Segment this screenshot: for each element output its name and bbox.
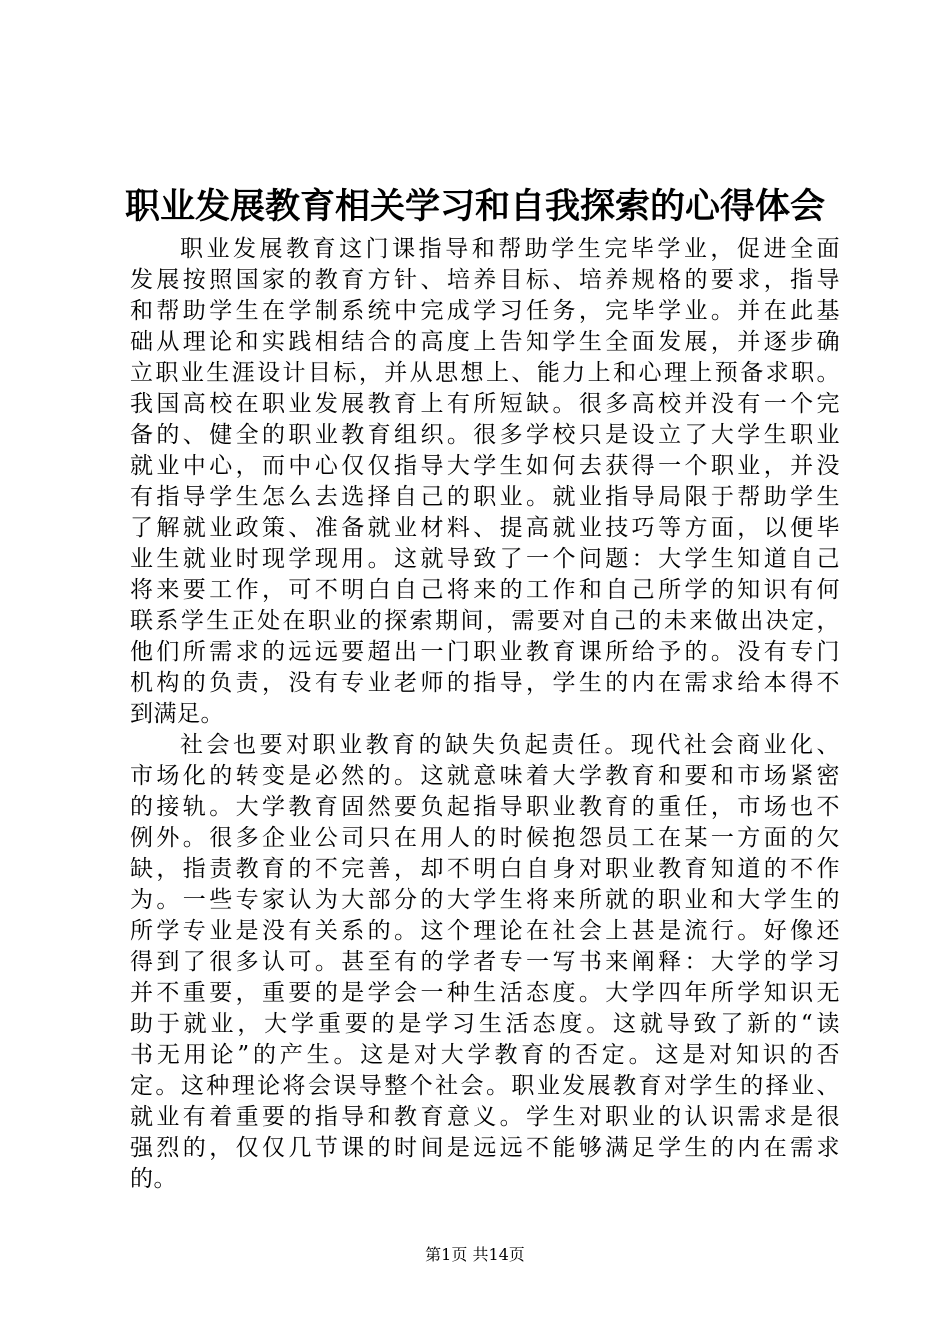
text-line: 就业中心，而中心仅仅指导大学生如何去获得一个职业，并没 xyxy=(130,453,840,479)
text-line: 并不重要，重要的是学会一种生活态度。大学四年所学知识无 xyxy=(130,980,840,1006)
text-line: 联系学生正处在职业的探索期间，需要对自己的未来做出决定， xyxy=(130,608,840,634)
text-line: 到满足。 xyxy=(130,701,224,727)
text-line: 有指导学生怎么去选择自己的职业。就业指导局限于帮助学生 xyxy=(130,484,840,510)
text-line: 将来要工作，可不明白自己将来的工作和自己所学的知识有何 xyxy=(130,577,840,603)
text-line: 所学专业是没有关系的。这个理论在社会上甚是流行。好像还 xyxy=(130,918,840,944)
text-line: 和帮助学生在学制系统中完成学习任务，完毕学业。并在此基 xyxy=(130,298,840,324)
text-line: 我国高校在职业发展教育上有所短缺。很多高校并没有一个完 xyxy=(130,391,840,417)
document-title: 职业发展教育相关学习和自我探索的心得体会 xyxy=(124,187,825,227)
text-line: 的。 xyxy=(130,1166,177,1192)
text-line: 例外。很多企业公司只在用人的时候抱怨员工在某一方面的欠 xyxy=(130,825,840,851)
text-line: 书无用论”的产生。这是对大学教育的否定。这是对知识的否 xyxy=(130,1042,840,1068)
text-line: 的接轨。大学教育固然要负起指导职业教育的重任，市场也不 xyxy=(130,794,840,820)
text-line: 机构的负责，没有专业老师的指导，学生的内在需求给本得不 xyxy=(130,670,840,696)
text-line: 缺，指责教育的不完善，却不明白自身对职业教育知道的不作 xyxy=(130,856,840,882)
document-body xyxy=(130,234,840,1195)
text-line: 备的、健全的职业教育组织。很多学校只是设立了大学生职业 xyxy=(130,422,840,448)
page-footer: 第1页 共14页 xyxy=(425,1245,525,1264)
text-line: 为。一些专家认为大部分的大学生将来所就的职业和大学生的 xyxy=(130,887,840,913)
text-line: 市场化的转变是必然的。这就意味着大学教育和要和市场紧密 xyxy=(130,763,840,789)
text-line: 职业发展教育这门课指导和帮助学生完毕学业，促进全面 xyxy=(180,236,840,262)
text-line: 得到了很多认可。甚至有的学者专一写书来阐释：大学的学习 xyxy=(130,949,840,975)
text-line: 社会也要对职业教育的缺失负起责任。现代社会商业化、 xyxy=(180,732,840,758)
text-line: 他们所需求的远远要超出一门职业教育课所给予的。没有专门 xyxy=(130,639,840,665)
paragraph-1 xyxy=(130,234,840,730)
text-line: 助于就业，大学重要的是学习生活态度。这就导致了新的“读 xyxy=(130,1011,840,1037)
text-line: 发展按照国家的教育方针、培养目标、培养规格的要求，指导 xyxy=(130,267,840,293)
text-line: 业生就业时现学现用。这就导致了一个问题：大学生知道自己 xyxy=(130,546,840,572)
text-line: 定。这种理论将会误导整个社会。职业发展教育对学生的择业、 xyxy=(130,1073,840,1099)
text-line: 就业有着重要的指导和教育意义。学生对职业的认识需求是很 xyxy=(130,1104,840,1130)
text-line: 础从理论和实践相结合的高度上告知学生全面发展，并逐步确 xyxy=(130,329,840,355)
text-line: 立职业生涯设计目标，并从思想上、能力上和心理上预备求职。 xyxy=(130,360,840,386)
paragraph-2 xyxy=(130,730,840,1195)
text-line: 强烈的，仅仅几节课的时间是远远不能够满足学生的内在需求 xyxy=(130,1135,840,1161)
text-line: 了解就业政策、准备就业材料、提高就业技巧等方面，以便毕 xyxy=(130,515,840,541)
